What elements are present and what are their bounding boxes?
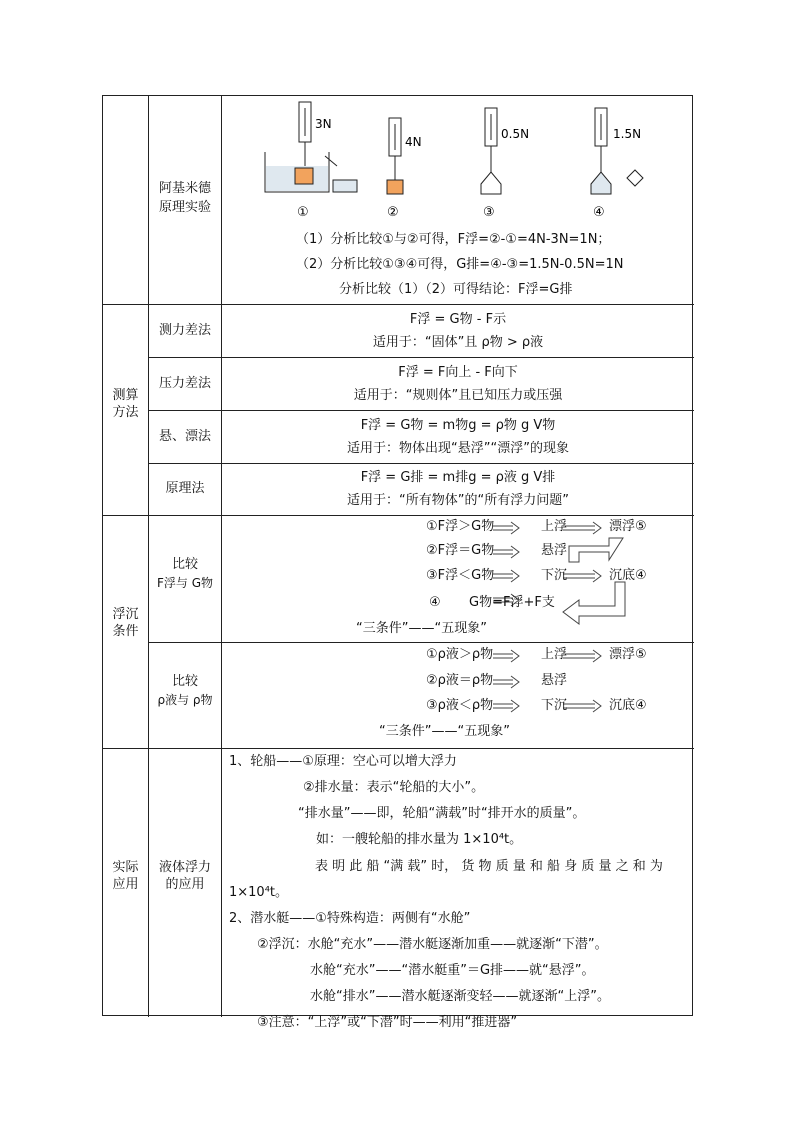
float-group-label: [103, 608, 148, 638]
line-2-formula: G排=④-③=1.5N-0.5N=1N: [456, 257, 624, 272]
reading-2: 4N: [405, 135, 422, 149]
row-divider: [103, 304, 694, 305]
force-state-3: 下沉: [541, 568, 568, 583]
density-final-3: 沉底④: [609, 698, 647, 713]
application-line-9: 水舱“充水”——“潜水艇重”＝G排——就“悬浮”。: [310, 963, 595, 978]
density-state-3: 下沉: [541, 698, 568, 713]
arrow: [493, 676, 519, 688]
density-compare-label-2: ρ液与 ρ物: [157, 693, 213, 707]
arrow: [563, 650, 601, 662]
application-line-4: 如：一艘轮船的排水量为 1×10⁴t。: [316, 832, 523, 847]
method-scope-4: 适用于：“所有物体”的“所有浮力问题”: [347, 493, 569, 508]
method-name-2: 压力差法: [158, 376, 211, 391]
measure-group-label-2: 方法: [112, 405, 139, 420]
method-scope-2: 适用于：“规则体”且已知压力或压强: [353, 388, 563, 403]
force-cond-2: ②F浮＝G物: [426, 543, 495, 558]
reading-3: 0.5N: [501, 127, 530, 141]
spring-scale-4: [591, 108, 643, 194]
method-formula-4: F浮 = G排 = m排g = ρ液 g V排: [360, 470, 556, 485]
bent-arrow-down: [563, 582, 625, 624]
method-formula-2: F浮 = F向上 - F向下: [398, 365, 518, 380]
application-line-1: 1、轮船——①原理：空心可以增大浮力: [229, 754, 457, 769]
archimedes-apparatus: [263, 96, 663, 226]
application-line-5: 表 明 此 船 “满 载” 时， 货 物 质 量 和 船 身 质 量 之 和 为: [315, 859, 663, 874]
reading-4: 1.5N: [613, 127, 642, 141]
step-3-label: ③: [483, 205, 495, 220]
step-4-label: ④: [593, 205, 605, 220]
spring-scale-2: [387, 118, 403, 194]
arrow: [493, 650, 519, 662]
step-1-label: ①: [297, 205, 309, 220]
col-divider: [221, 96, 222, 1017]
force-compare-label-2: F浮与 G物: [156, 576, 214, 590]
application-line-11: ③注意：“上浮”或“下潜”时——利用“推进器”: [257, 1015, 518, 1030]
line-2-text: （2）分析比较①③④可得，: [296, 257, 457, 272]
method-name-1: 测力差法: [158, 323, 211, 338]
arrow: [493, 570, 519, 582]
measure-group-label: [103, 389, 148, 419]
archimedes-line-1: [296, 233, 610, 246]
arrow: [493, 522, 519, 534]
application-sub-label: [149, 861, 221, 891]
step-2-label: ②: [387, 205, 399, 220]
method-scope-1: 适用于：“固体”且 ρ物 > ρ液: [372, 335, 544, 350]
archimedes-label: [149, 182, 221, 214]
row-divider: [148, 463, 694, 464]
spring-scale-3: [481, 108, 501, 194]
density-compare-label: [149, 675, 221, 706]
float-group-label-2: 条件: [112, 624, 139, 639]
method-scope-3: 适用于：物体出现“悬浮”“漂浮”的现象: [347, 441, 569, 456]
arrow: [493, 546, 519, 558]
arrow: [563, 700, 601, 712]
application-line-7: 2、潜水艇——①特殊构造：两侧有“水舱”: [229, 911, 471, 926]
conclusion-formula: F浮=G排: [518, 282, 573, 297]
method-name-4: 原理法: [165, 481, 205, 496]
arrow: [563, 570, 601, 582]
force-state-1: 上浮: [541, 519, 568, 534]
force-final-1: 漂浮⑤: [609, 519, 647, 534]
application-group-label: [103, 861, 148, 891]
force-cond-1: ①F浮＞G物: [426, 519, 495, 534]
density-caption: “三条件”——“五现象”: [379, 724, 510, 739]
force-compare-label: [149, 558, 221, 589]
archimedes-conclusion: [339, 283, 573, 296]
force-state-2: 悬浮: [541, 543, 568, 558]
application-line-10: 水舱“排水”——潜水艇逐渐变轻——就逐渐“上浮”。: [310, 989, 610, 1004]
application-sub-label-2: 的应用: [165, 877, 205, 892]
reading-1: 3N: [315, 117, 332, 131]
knowledge-table: [102, 95, 693, 1030]
method-formula-1: F浮 = G物 - F示: [409, 312, 507, 327]
bent-arrow-up: [569, 538, 623, 562]
density-cond-1: ①ρ液＞ρ物: [426, 647, 494, 662]
arrow: [563, 522, 601, 534]
density-final-1: 漂浮⑤: [609, 647, 647, 662]
density-cond-3: ③ρ液＜ρ物: [426, 698, 494, 713]
row-divider: [148, 642, 694, 643]
application-sub-label-1: 液体浮力: [158, 860, 211, 875]
row-divider: [103, 748, 694, 749]
conclusion-text: 分析比较（1）（2）可得结论：: [339, 282, 519, 297]
method-name-3: 悬、漂法: [158, 429, 211, 444]
force-caption: “三条件”——“五现象”: [356, 621, 487, 636]
application-line-6: 1×10⁴t。: [229, 885, 289, 900]
line-1-text: （1）分析比较①与②可得，: [296, 232, 458, 247]
row-divider: [148, 357, 694, 358]
density-state-1: 上浮: [541, 647, 568, 662]
application-line-2: ②排水量：表示“轮船的大小”。: [303, 780, 485, 795]
force-final-3: 沉底④: [609, 568, 647, 583]
arrow: [493, 700, 519, 712]
archimedes-label-line1: 阿基米德: [158, 181, 211, 196]
measure-group-label-1: 测算: [112, 388, 139, 403]
row-divider: [148, 410, 694, 411]
application-group-label-2: 应用: [112, 877, 139, 892]
application-line-8: ②浮沉：水舱“充水”——潜水艇逐渐加重——就逐渐“下潜”。: [257, 937, 608, 952]
force-cond-3: ③F浮＜G物: [426, 568, 495, 583]
density-compare-label-1: 比较: [171, 674, 198, 689]
float-group-label-1: 浮沉: [112, 607, 139, 622]
density-cond-2: ②ρ液＝ρ物: [426, 673, 494, 688]
density-state-2: 悬浮: [541, 673, 568, 688]
force-state-4: G物=F浮+F支: [469, 595, 555, 610]
force-cond-4: ④: [429, 595, 441, 610]
force-compare-label-1: 比较: [171, 557, 198, 572]
application-line-3: “排水量”——即，轮船“满载”时“排开水的质量”。: [298, 806, 586, 821]
application-group-label-1: 实际: [112, 860, 139, 875]
archimedes-label-line2: 原理实验: [158, 200, 211, 215]
method-formula-3: F浮 = G物 = m物g = ρ物 g V物: [360, 418, 556, 433]
spring-scale-1: [265, 102, 357, 192]
archimedes-line-2: [296, 258, 623, 271]
line-1-formula: F浮=②-①=4N-3N=1N；: [457, 232, 611, 247]
